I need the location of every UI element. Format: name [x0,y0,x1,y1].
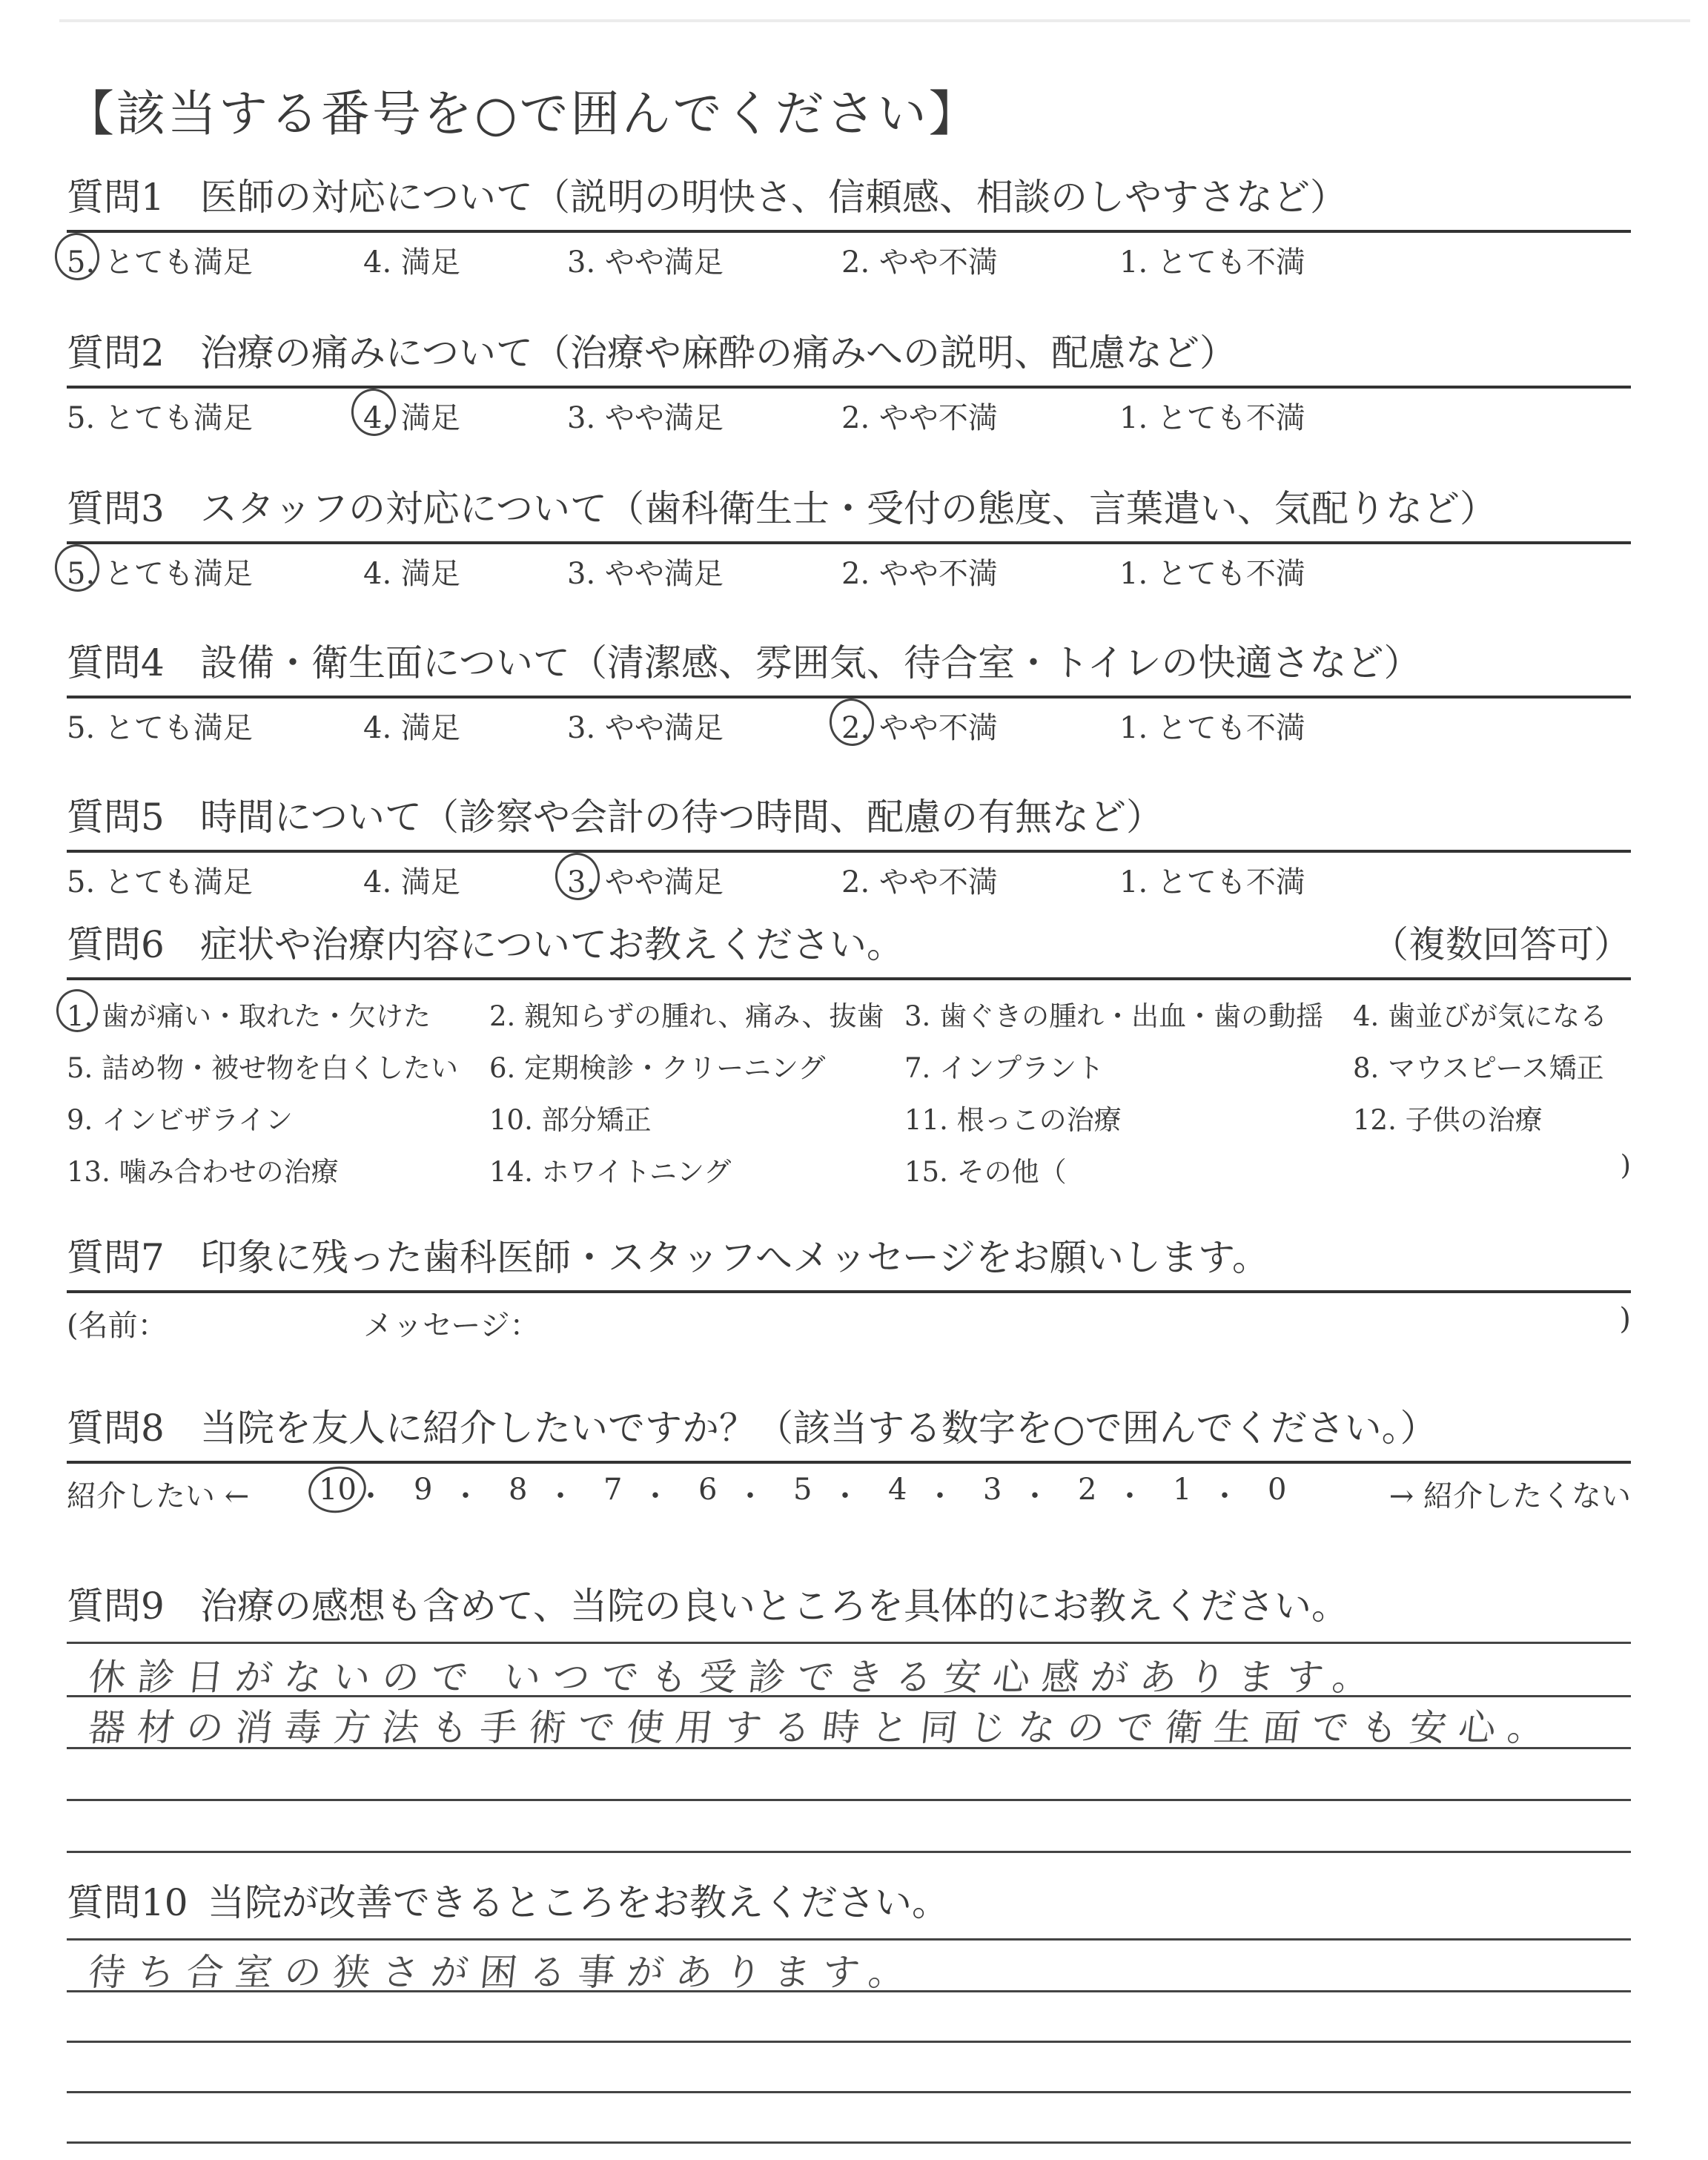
question-label: 質問7 [67,1236,165,1279]
rating-option[interactable]: 3. やや満足 [567,711,724,745]
rating-option[interactable]: 5. とても満足 [67,401,253,435]
scale-number[interactable]: 4 [888,1473,907,1507]
question-9-header [67,1572,1631,1639]
scale-number[interactable]: 0 [1268,1473,1287,1507]
message-close-paren: ) [1619,1302,1631,1336]
question-header [67,783,1631,853]
answer-line [67,1799,1631,1801]
scale-number[interactable]: 5 [793,1473,812,1507]
rating-option[interactable]: 2. やや不満 [841,245,998,280]
symptom-option[interactable]: 4. 歯並びが気になる [1353,1000,1608,1032]
symptom-option[interactable]: 12. 子供の治療 [1353,1104,1543,1136]
question-8 [67,1394,1631,1527]
rating-option[interactable]: 1. とても不満 [1119,401,1305,435]
scale-separator: ・ [546,1479,575,1513]
question-header [67,475,1631,544]
question-5 [67,783,1631,924]
rating-option[interactable]: 3. やや満足 [567,865,724,899]
question-text: 症状や治療内容についてお教えください。 [200,923,904,966]
question-text: 時間について（診察や会計の待つ時間、配慮の有無など） [200,796,1163,839]
question-label: 質問1 [67,176,165,219]
symptom-option[interactable]: 8. マウスピース矯正 [1353,1052,1604,1084]
question-label: 質問3 [67,487,165,530]
question-text: 当院を友人に紹介したいですか？（該当する数字を○で囲んでください。） [200,1407,1437,1450]
answer-line [67,1938,1631,1941]
handwritten-answer: 休診日がないので いつでも受診できる安心感があります。 [86,1656,1384,1699]
question-text: 治療の感想も含めて、当院の良いところを具体的にお教えください。 [200,1585,1348,1628]
scale-number[interactable]: 1 [1173,1473,1192,1507]
scale-separator: ・ [1115,1479,1145,1513]
symptom-option[interactable]: 3. 歯ぐきの腫れ・出血・歯の動揺 [904,1000,1324,1032]
question-6-header [67,911,1631,980]
question-8-header [67,1394,1631,1464]
other-close-paren: ) [1620,1149,1631,1181]
question-7-header [67,1223,1631,1293]
scan-edge [59,19,1690,22]
rating-option[interactable]: 4. 満足 [363,865,460,899]
question-header [67,319,1631,389]
recommend-left-label: 紹介したい ← [67,1479,250,1513]
rating-option[interactable]: 2. やや不満 [841,865,998,899]
scale-separator: ・ [451,1479,480,1513]
rating-option[interactable]: 3. やや満足 [567,245,724,280]
rating-option[interactable]: 1. とても不満 [1119,711,1305,745]
scale-separator: ・ [925,1479,955,1513]
question-6 [67,911,1631,1222]
handwritten-answer: 待ち合室の狭さが困る事があります。 [86,1951,920,1994]
question-label: 質問8 [67,1407,165,1450]
scale-separator: ・ [640,1479,670,1513]
rating-option[interactable]: 3. やや満足 [567,557,724,591]
symptom-option[interactable]: 14. ホワイトニング [489,1156,732,1188]
rating-option[interactable]: 3. やや満足 [567,401,724,435]
rating-option[interactable]: 4. 満足 [363,245,460,280]
question-1 [67,163,1631,304]
rating-option[interactable]: 1. とても不満 [1119,865,1305,899]
rating-option[interactable]: 2. やや不満 [841,401,998,435]
symptom-option[interactable]: 13. 噛み合わせの治療 [67,1156,339,1188]
question-label: 質問9 [67,1585,165,1628]
scale-separator: ・ [735,1479,765,1513]
answer-line [67,2041,1631,2043]
question-text: 印象に残った歯科医師・スタッフへメッセージをお願いします。 [200,1236,1269,1279]
rating-option[interactable]: 4. 満足 [363,557,460,591]
answer-line [67,2091,1631,2093]
answer-line [67,1851,1631,1853]
question-text: 治療の痛みについて（治療や麻酔の痛みへの説明、配慮など） [200,331,1237,374]
scale-number[interactable]: 3 [983,1473,1002,1507]
message-field-label: メッセージ： [363,1309,540,1343]
scale-number[interactable]: 9 [414,1473,433,1507]
question-label: 質問10 [67,1881,188,1924]
symptom-option[interactable]: 15. その他（ [904,1156,1067,1188]
symptom-option[interactable]: 5. 詰め物・被せ物を白くしたい [67,1052,459,1084]
scale-number[interactable]: 10 [319,1473,357,1507]
question-7 [67,1223,1631,1364]
question-label: 質問6 [67,923,165,966]
rating-option[interactable]: 4. 満足 [363,401,460,435]
question-3 [67,475,1631,615]
question-label: 質問5 [67,796,165,839]
handwritten-answer: 器材の消毒方法も手術で使用する時と同じなので衛生面でも安心。 [86,1706,1559,1749]
rating-option[interactable]: 5. とても満足 [67,865,253,899]
question-2 [67,319,1631,460]
scale-number[interactable]: 8 [509,1473,528,1507]
symptom-option[interactable]: 9. インビザライン [67,1104,293,1136]
answer-line [67,1642,1631,1644]
rating-option[interactable]: 2. やや不満 [841,557,998,591]
question-header [67,163,1631,233]
question-text: 医師の対応について（説明の明快さ、信頼感、相談のしやすさなど） [200,176,1347,219]
scale-separator: ・ [1210,1479,1239,1513]
question-4 [67,629,1631,770]
question-label: 質問2 [67,331,165,374]
recommend-right-label: → 紹介したくない [1388,1479,1631,1513]
question-label: 質問4 [67,641,165,684]
name-field-label: (名前： [67,1309,168,1343]
symptom-option[interactable]: 10. 部分矯正 [489,1104,652,1136]
question-text: 設備・衛生面について（清潔感、雰囲気、待合室・トイレの快適さなど） [200,641,1421,684]
multiple-answer-note: （複数回答可） [1371,923,1631,966]
scale-separator: ・ [356,1479,385,1513]
rating-option[interactable]: 2. やや不満 [841,711,998,745]
scale-separator: ・ [830,1479,860,1513]
instruction-header: 【該当する番号を○で囲んでください】 [65,85,980,142]
scale-separator: ・ [1020,1479,1050,1513]
answer-line [67,2141,1631,2144]
question-header [67,629,1631,698]
rating-option[interactable]: 1. とても不満 [1119,245,1305,280]
question-9 [67,1572,1631,1854]
question-10-header [67,1869,1631,1935]
symptom-option[interactable]: 1. 歯が痛い・取れた・欠けた [67,1000,431,1032]
symptom-option[interactable]: 2. 親知らずの腫れ、痛み、抜歯 [489,1000,884,1032]
scale-number[interactable]: 2 [1078,1473,1097,1507]
rating-option[interactable]: 5. とても満足 [67,557,253,591]
rating-option[interactable]: 4. 満足 [363,711,460,745]
symptom-option[interactable]: 11. 根っこの治療 [904,1104,1122,1136]
rating-option[interactable]: 1. とても不満 [1119,557,1305,591]
question-text: スタッフの対応について（歯科衛生士・受付の態度、言葉遣い、気配りなど） [200,487,1497,530]
rating-option[interactable]: 5. とても満足 [67,711,253,745]
symptom-option[interactable]: 7. インプラント [904,1052,1105,1084]
question-10 [67,1869,1631,2158]
scale-number[interactable]: 6 [698,1473,718,1507]
scale-number[interactable]: 7 [603,1473,623,1507]
rating-option[interactable]: 5. とても満足 [67,245,253,280]
question-text: 当院が改善できるところをお教えください。 [208,1881,949,1924]
symptom-option[interactable]: 6. 定期検診・クリーニング [489,1052,826,1084]
